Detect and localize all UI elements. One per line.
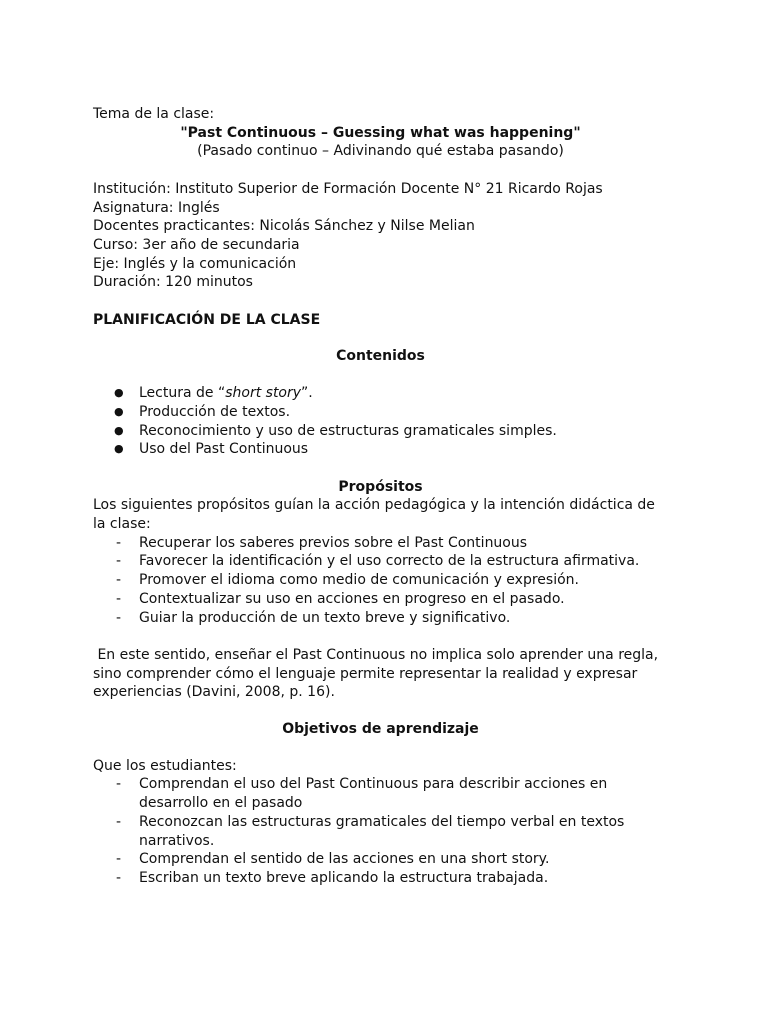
list-item: - Comprendan el sentido de las acciones en una short story. bbox=[93, 850, 668, 869]
info-subject: Asignatura: Inglés bbox=[93, 199, 220, 216]
planning-heading: PLANIFICACIÓN DE LA CLASE bbox=[93, 311, 321, 328]
list-item: ● Uso del Past Continuous bbox=[93, 440, 668, 459]
list-item: - Contextualizar su uso en acciones en progreso en el pasado. bbox=[93, 590, 668, 609]
info-axis: Eje: Inglés y la comunicación bbox=[93, 255, 297, 272]
purposes-paragraph: En este sentido, enseñar el Past Continuous no implica solo aprender una regla, sino comprender cómo el lenguaje permite representar la realidad y expresar experiencias (Davini, 2008, p. 16). bbox=[93, 646, 663, 701]
info-duration: Duración: 120 minutos bbox=[93, 274, 253, 291]
purposes-heading: Propósitos bbox=[338, 478, 423, 495]
short-story-italic: short story bbox=[225, 385, 302, 402]
class-subtitle: (Pasado continuo – Adivinando qué estaba pasando) bbox=[197, 143, 564, 160]
contents-list bbox=[93, 384, 668, 459]
contents-heading: Contenidos bbox=[336, 348, 425, 365]
list-item: - Comprendan el uso del Past Continuous para describir acciones en desarrollo en el pasado bbox=[93, 775, 668, 812]
list-item: - Promover el idioma como medio de comunicación y expresión. bbox=[93, 571, 668, 590]
objectives-heading: Objetivos de aprendizaje bbox=[282, 721, 479, 738]
purposes-list bbox=[93, 534, 668, 628]
list-item: ● Lectura de “short story”. bbox=[93, 384, 668, 403]
objectives-list bbox=[93, 775, 668, 887]
info-institution: Institución: Instituto Superior de Formación Docente N° 21 Ricardo Rojas bbox=[93, 180, 603, 197]
info-teachers: Docentes practicantes: Nicolás Sánchez y Nilse Melian bbox=[93, 218, 475, 235]
list-item: - Reconozcan las estructuras gramaticales del tiempo verbal en textos narrativos. bbox=[93, 813, 668, 850]
list-item: - Escriban un texto breve aplicando la estructura trabajada. bbox=[93, 869, 668, 888]
objectives-intro: Que los estudiantes: bbox=[93, 757, 237, 774]
list-item: - Guiar la producción de un texto breve y significativo. bbox=[93, 609, 668, 628]
list-item: ● Producción de textos. bbox=[93, 403, 668, 422]
class-title: "Past Continuous – Guessing what was happening" bbox=[180, 124, 581, 141]
topic-label: Tema de la clase: bbox=[93, 106, 215, 122]
purposes-intro: Los siguientes propósitos guían la acción pedagógica y la intención didáctica de la clase: bbox=[93, 497, 655, 533]
list-item: - Favorecer la identificación y el uso correcto de la estructura afirmativa. bbox=[93, 552, 668, 571]
list-item: - Recuperar los saberes previos sobre el Past Continuous bbox=[93, 534, 668, 553]
list-item: ● Reconocimiento y uso de estructuras gramaticales simples. bbox=[93, 422, 668, 441]
info-block bbox=[93, 180, 668, 292]
info-course: Curso: 3er año de secundaria bbox=[93, 236, 300, 253]
